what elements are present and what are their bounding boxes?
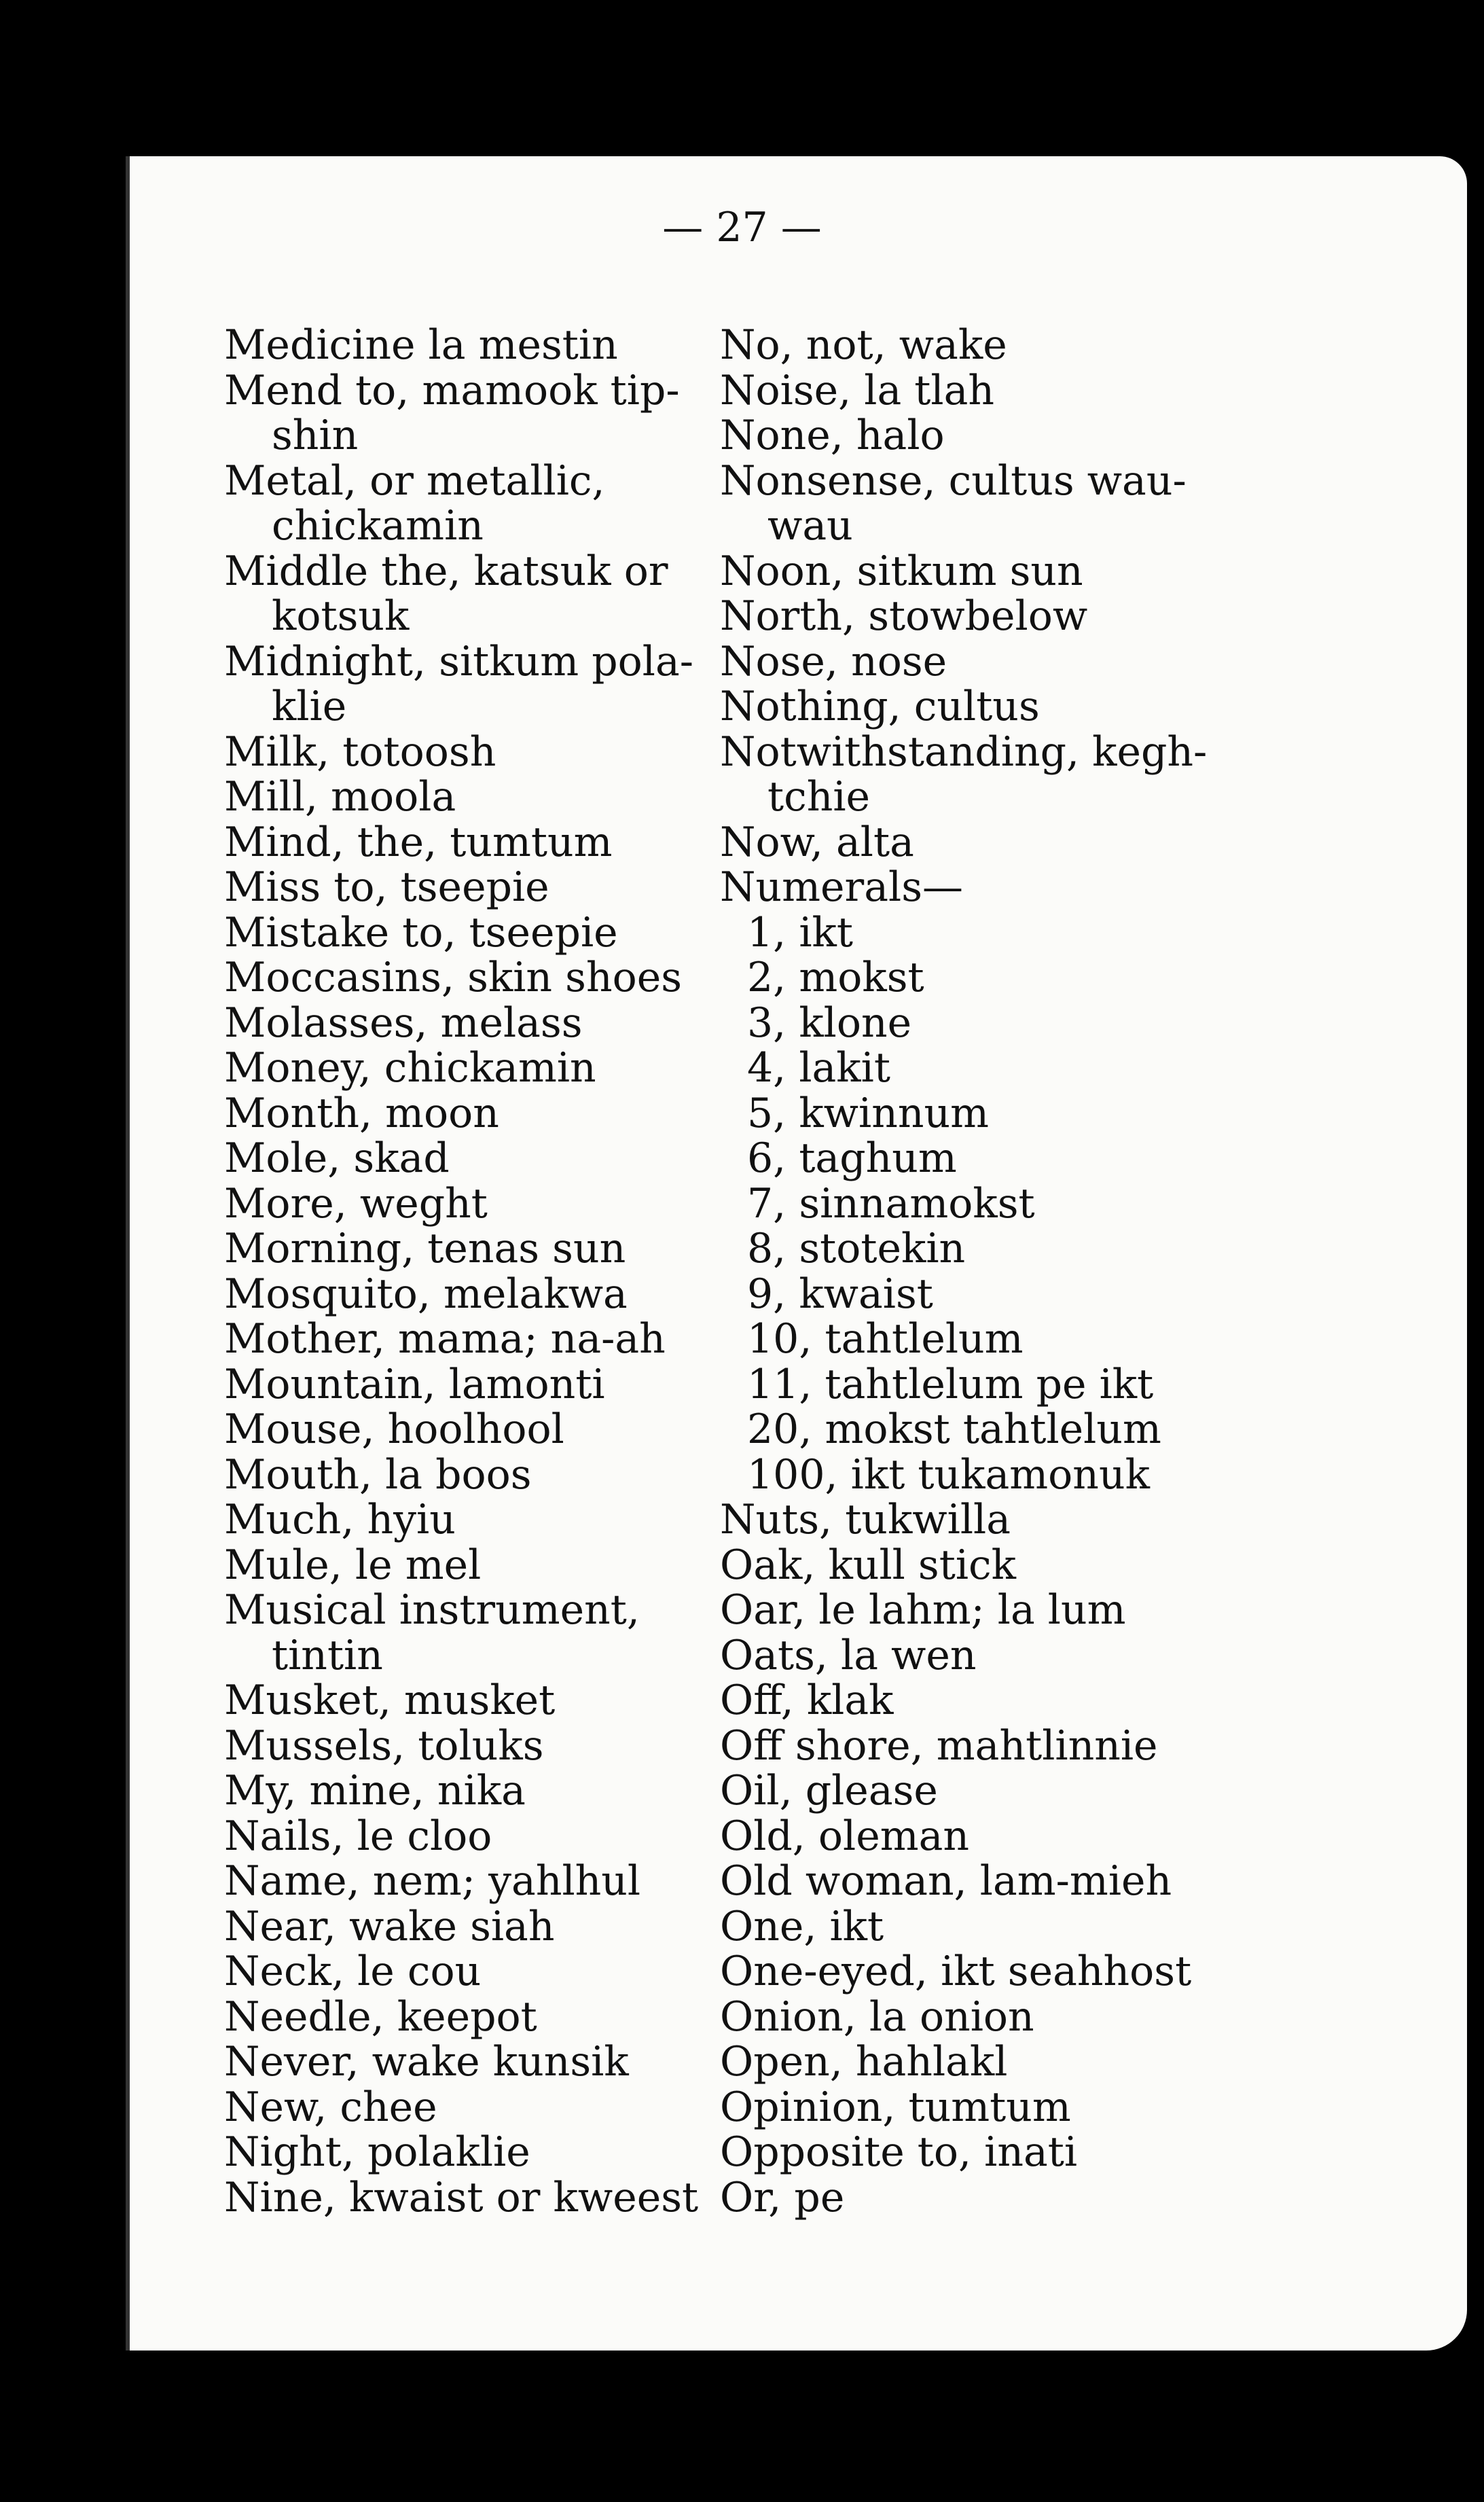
dictionary-entry: Night, polaklie — [224, 2128, 530, 2176]
dictionary-entry: Oar, le lahm; la lum — [720, 1586, 1126, 1634]
dictionary-entry: klie — [272, 683, 347, 730]
dictionary-entry: Near, wake siah — [224, 1902, 555, 1950]
dictionary-entry: Nails, le cloo — [224, 1812, 492, 1860]
dictionary-entry: 20, mokst tahtlelum — [747, 1406, 1161, 1453]
dictionary-entry: Off, klak — [720, 1677, 894, 1724]
dictionary-entry: Musical instrument, — [224, 1586, 640, 1634]
dictionary-entry: 4, lakit — [747, 1044, 890, 1092]
dictionary-entry: Opposite to, inati — [720, 2128, 1078, 2176]
dictionary-entry: 6, taghum — [747, 1134, 957, 1182]
dictionary-entry: Mussels, toluks — [224, 1721, 544, 1770]
dictionary-entry: Off shore, mahtlinnie — [720, 1721, 1158, 1770]
dictionary-entry: Medicine la mestin — [224, 321, 618, 369]
page-number: — 27 — — [662, 204, 822, 251]
dictionary-entry: Morning, tenas sun — [224, 1225, 626, 1272]
dictionary-entry: Notwithstanding, kegh- — [720, 728, 1208, 776]
dictionary-entry: North, stowbelow — [720, 592, 1088, 640]
dictionary-entry: Open, hahlakl — [720, 2038, 1008, 2086]
dictionary-entry: Needle, keepot — [224, 1992, 537, 2041]
left-column — [224, 323, 720, 2220]
dictionary-entry: Mole, skad — [224, 1134, 450, 1182]
dictionary-entry: Neck, le cou — [224, 1948, 482, 1995]
dictionary-entry: Onion, la onion — [720, 1992, 1034, 2041]
dictionary-entry: Never, wake kunsik — [224, 2038, 629, 2086]
dictionary-entry: 7, sinnamokst — [747, 1179, 1035, 1228]
dictionary-entry: Middle the, katsuk or — [224, 547, 668, 595]
dictionary-entry: Mosquito, melakwa — [224, 1270, 628, 1318]
dictionary-entry: Oil, glease — [720, 1767, 938, 1815]
dictionary-entry: tchie — [767, 773, 871, 821]
dictionary-entry: Miss to, tseepie — [224, 863, 549, 911]
dictionary-entry: shin — [272, 412, 359, 459]
dictionary-entry: Nothing, cultus — [720, 683, 1040, 730]
dictionary-entry: Numerals— — [720, 863, 963, 911]
dictionary-entry: 1, ikt — [747, 908, 853, 957]
dictionary-entry: Nonsense, cultus wau- — [720, 457, 1187, 505]
dictionary-entry: 3, klone — [747, 999, 912, 1047]
dictionary-entry: Oats, la wen — [720, 1631, 977, 1679]
dictionary-entry: Opinion, tumtum — [720, 2083, 1071, 2131]
dictionary-entry: Moccasins, skin shoes — [224, 954, 683, 1001]
dictionary-entry: Noise, la tlah — [720, 366, 995, 414]
dictionary-entry: Musket, musket — [224, 1677, 556, 1724]
dictionary-entry: Nine, kwaist or kweest — [224, 2173, 699, 2221]
dictionary-entry: Molasses, melass — [224, 999, 583, 1047]
dictionary-entry: Noon, sitkum sun — [720, 547, 1083, 595]
dictionary-entry: One, ikt — [720, 1902, 884, 1950]
dictionary-entry: Much, hyiu — [224, 1496, 456, 1543]
dictionary-entry: Mother, mama; na-ah — [224, 1315, 666, 1363]
dictionary-entry: Milk, totoosh — [224, 728, 496, 776]
dictionary-entry: Nuts, tukwilla — [720, 1496, 1011, 1543]
dictionary-entry: Nose, nose — [720, 637, 947, 685]
dictionary-entry: More, weght — [224, 1179, 488, 1228]
dictionary-entry: wau — [767, 502, 853, 550]
dictionary-entry: Mend to, mamook tip- — [224, 366, 680, 414]
dictionary-entry: Mouse, hoolhool — [224, 1406, 564, 1453]
dictionary-entry: Mountain, lamonti — [224, 1360, 605, 1408]
dictionary-entry: 2, mokst — [747, 954, 924, 1001]
dictionary-entry: kotsuk — [272, 592, 410, 640]
dictionary-entry: chickamin — [272, 502, 484, 550]
dictionary-entry: Old, oleman — [720, 1812, 970, 1860]
dictionary-entry: New, chee — [224, 2083, 437, 2131]
dictionary-entry: Midnight, sitkum pola- — [224, 637, 693, 685]
dictionary-entry: Or, pe — [720, 2173, 845, 2221]
dictionary-entry: 9, kwaist — [747, 1270, 933, 1318]
dictionary-entry: Name, nem; yahlhul — [224, 1857, 641, 1905]
dictionary-entry: My, mine, nika — [224, 1767, 526, 1815]
dictionary-entry: Month, moon — [224, 1089, 499, 1137]
dictionary-entry: Mind, the, tumtum — [224, 818, 613, 866]
dictionary-entry: 10, tahtlelum — [747, 1315, 1024, 1363]
dictionary-entry: None, halo — [720, 412, 945, 459]
dictionary-entry: Now, alta — [720, 818, 914, 866]
dictionary-entry: One-eyed, ikt seahhost — [720, 1948, 1192, 1995]
dictionary-entry: Mouth, la boos — [224, 1450, 532, 1499]
dictionary-entry: tintin — [272, 1631, 383, 1679]
dictionary-entry: Mill, moola — [224, 773, 456, 821]
dictionary-entry: Oak, kull stick — [720, 1541, 1016, 1589]
dictionary-entry: No, not, wake — [720, 321, 1007, 369]
right-column — [720, 323, 1236, 2220]
page-spine — [126, 156, 130, 2351]
dictionary-entry: Metal, or metallic, — [224, 457, 605, 505]
dictionary-entry: 8, stotekin — [747, 1225, 966, 1272]
dictionary-entry: 100, ikt tukamonuk — [747, 1450, 1150, 1499]
dictionary-entry: 5, kwinnum — [747, 1089, 990, 1137]
dictionary-entry: Old woman, lam-mieh — [720, 1857, 1172, 1905]
dictionary-entry: Mule, le mel — [224, 1541, 482, 1589]
dictionary-entry: 11, tahtlelum pe ikt — [747, 1360, 1154, 1408]
dictionary-entry: Mistake to, tseepie — [224, 908, 618, 957]
dictionary-entry: Money, chickamin — [224, 1044, 596, 1092]
